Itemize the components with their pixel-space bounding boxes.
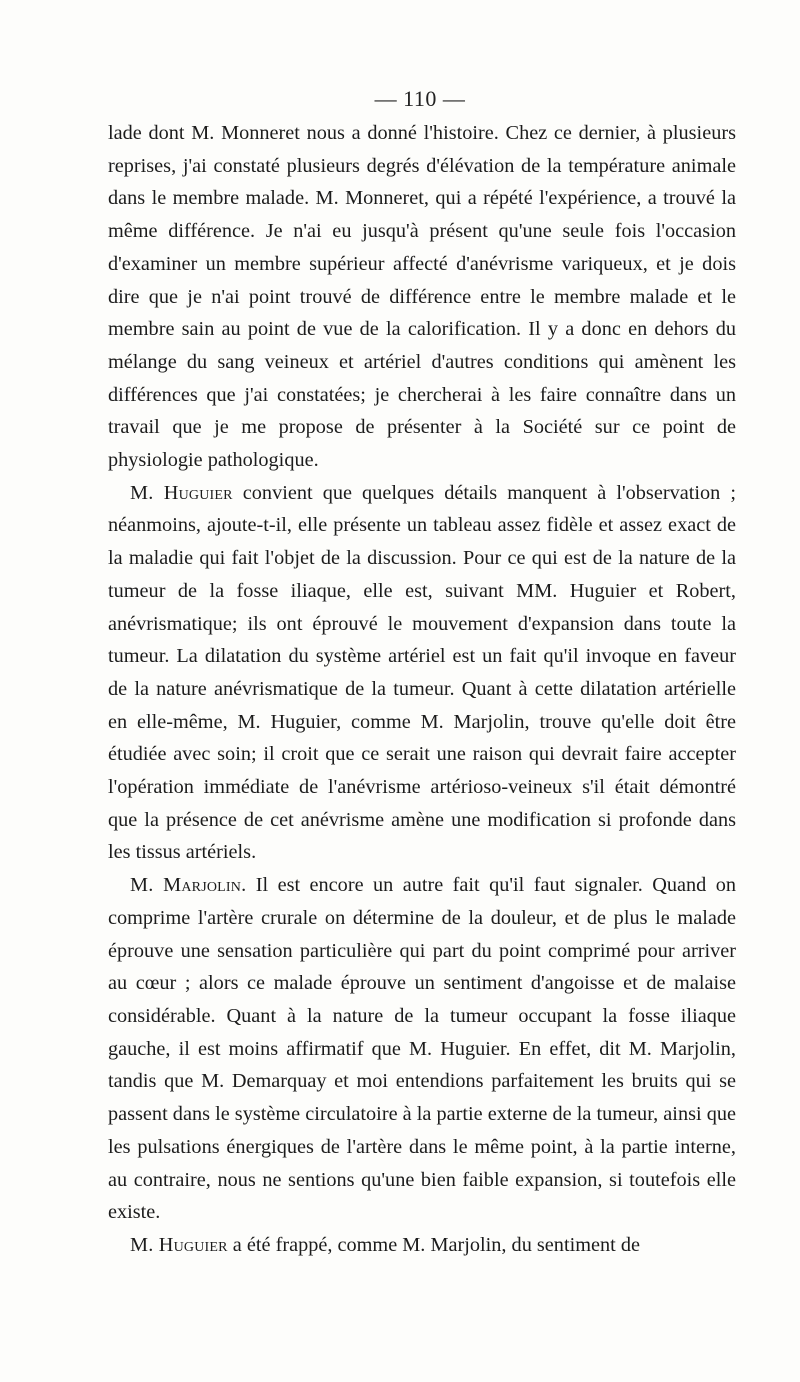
speaker-name: M. Huguier: [130, 481, 233, 504]
paragraph-continuation: [108, 117, 736, 477]
paragraph-text: convient que quelques détails manquent à l'observation ; néanmoins, ajoute-t-il, elle présente un tableau assez fidèle et assez exact de la maladie qui fait l'objet de la discussion. Pour ce qui est de la nature de la tumeur de la fosse iliaque, elle est, suivant MM. Huguier et Robert, anévrismatique; ils ont éprouvé le mouvement d'expansion dans toute la tumeur. La dilatation du système artériel est un fait qu'il invoque en faveur de la nature anévrismatique de la tumeur. Quant à cette dilatation artérielle en elle-même, M. Huguier, comme M. Marjolin, trouve qu'elle doit être étudiée avec soin; il croit que ce serait une raison qui devrait faire accepter l'opération immédiate de l'anévrisme artérioso-veineux s'il était démontré que la présence de cet anévrisme amène une modification si profonde dans les tissus artériels.: [108, 481, 736, 864]
paragraph-huguier: [108, 477, 736, 869]
speaker-name: M. Huguier: [130, 1233, 228, 1256]
paragraph-marjolin: [108, 869, 736, 1229]
paragraph-text: lade dont M. Monneret nous a donné l'histoire. Chez ce dernier, à plusieurs reprises, j'ai constaté plusieurs degrés d'élévation de la température animale dans le membre malade. M. Monneret, qui a répété l'expérience, a trouvé la même différence. Je n'ai eu jusqu'à présent qu'une seule fois l'occasion d'examiner un membre supérieur affecté d'anévrisme variqueux, et je dois dire que je n'ai point trouvé de différence entre le membre malade et le membre sain au point de vue de la calorification. Il y a donc en dehors du mélange du sang veineux et artériel d'autres conditions qui amènent les différences que j'ai constatées; je chercherai à les faire connaître dans un travail que je me propose de présenter à la Société sur ce point de physiologie pathologique.: [108, 122, 736, 472]
speaker-name: M. Marjolin.: [130, 874, 247, 897]
paragraph-text: Il est encore un autre fait qu'il faut signaler. Quand on comprime l'artère crurale on détermine de la douleur, et de plus le malade éprouve une sensation particulière qui part du point comprimé pour arriver au cœur ; alors ce malade éprouve un sentiment d'angoisse et de malaise considérable. Quant à la nature de la tumeur occupant la fosse iliaque gauche, il est moins affirmatif que M. Huguier. En effet, dit M. Marjolin, tandis que M. Demarquay et moi entendions parfaitement les bruits qui se passent dans le système circulatoire à la partie externe de la tumeur, ainsi que les pulsations énergiques de l'artère dans le même point, à la partie interne, au contraire, nous ne sentions qu'une bien faible expansion, si toutefois elle existe.: [108, 874, 736, 1224]
paragraph-huguier-2: [108, 1229, 736, 1262]
page-number: — 110 —: [374, 86, 466, 111]
paragraph-text: a été frappé, comme M. Marjolin, du sentiment de: [227, 1233, 640, 1256]
body-text: [108, 117, 736, 1262]
